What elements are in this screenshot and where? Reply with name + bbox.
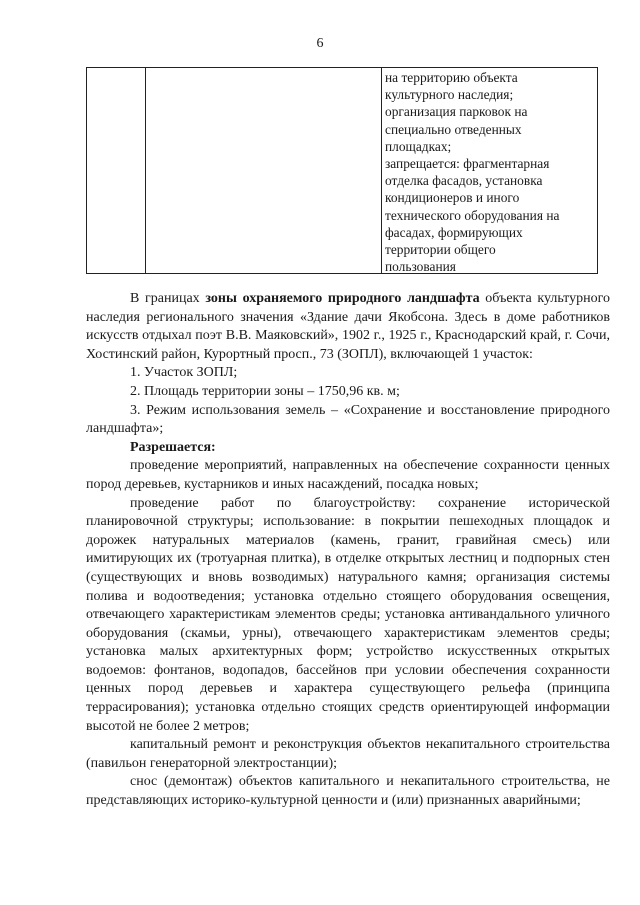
table-cell-line: на территорию объекта xyxy=(385,70,518,85)
table-cell-line: фасадах, формирующих xyxy=(385,224,523,240)
zone-name-bold: зоны охраняемого природного ландшафта xyxy=(205,291,480,306)
list-item-3: 3. Режим использования земель – «Сохранение и восстановление природного ландшафта»; xyxy=(86,402,610,437)
table-cell-line: пользования xyxy=(385,259,456,275)
table-cell-line: кондиционеров и иного xyxy=(385,190,520,206)
continued-table xyxy=(86,67,598,274)
table-column-3 xyxy=(382,68,597,273)
allowed-paragraph-2: проведение работ по благоустройству: сохранение исторической планировочной структуры; использование: в покрытии пешеходных площадок и дорожек натуральных материалов (камень, гранит, гравийная смесь) или имитирующих их (тротуарная плитка), в отделке открытых лестниц и подпорных стен (существующих и вновь возводимых) натурального камня; организация системы полива и водоотведения; установка отдельно стоящего оборудования освещения, отвечающего характеристикам элементов среды; установка антивандального уличного оборудования (скамьи, урны), отвечающего характеристикам элементов среды; установка малых архитектурных форм; устройство искусственных открытых водоемов: фонтанов, водопадов, бассейнов при условии обеспечения сохранности ценных пород деревьев и характера существующего рельефа (принципа террасирования); установка отдельно стоящих средств ориентирующей информации высотой не более 2 метров; xyxy=(86,495,610,734)
table-cell-line: технического оборудования на xyxy=(385,207,560,223)
table-cell-line: культурного наследия; xyxy=(385,87,514,103)
allowed-paragraph-4: снос (демонтаж) объектов капитального и некапитального строительства, не представляющих историко-культурной ценности и (или) признанных аварийными; xyxy=(86,774,610,809)
table-column-1 xyxy=(87,68,146,273)
table-column-2 xyxy=(146,68,382,273)
intro-prefix: В границах xyxy=(130,291,206,306)
document-body xyxy=(86,290,610,811)
allowed-heading: Разрешается: xyxy=(130,439,216,455)
table-cell-line: организация парковок на xyxy=(385,104,528,120)
table-cell-line: запрещается: фрагментарная xyxy=(385,156,550,172)
table-cell-line: площадках; xyxy=(385,138,452,154)
intro-paragraph xyxy=(86,290,610,364)
allowed-paragraph-1: проведение мероприятий, направленных на обеспечение сохранности ценных пород деревьев, кустарников и иных насаждений, посадка новых; xyxy=(86,458,610,492)
allowed-paragraph-3: капитальный ремонт и реконструкция объектов некапитального строительства (павильон генераторной электростанции); xyxy=(86,737,610,771)
intro-suffix: объекта культурного наследия регионального значения «Здание дачи Якобсона. Здесь в доме работников искусств отдыхал поэт В.В. Маяковский», 1902 г., 1925 г., Краснодарский край, г. Сочи, Хостинский район, Курортный просп., 73 (ЗОПЛ), включающей 1 участок: xyxy=(86,291,610,362)
list-item-1: 1. Участок ЗОПЛ; xyxy=(130,365,238,381)
table-cell-line: специально отведенных xyxy=(385,121,522,137)
list-item-2: 2. Площадь территории зоны – 1750,96 кв. м; xyxy=(130,383,400,399)
table-cell-line: отделка фасадов, установка xyxy=(385,173,543,189)
page-number: 6 xyxy=(316,36,324,51)
table-cell-line: территории общего xyxy=(385,242,496,258)
